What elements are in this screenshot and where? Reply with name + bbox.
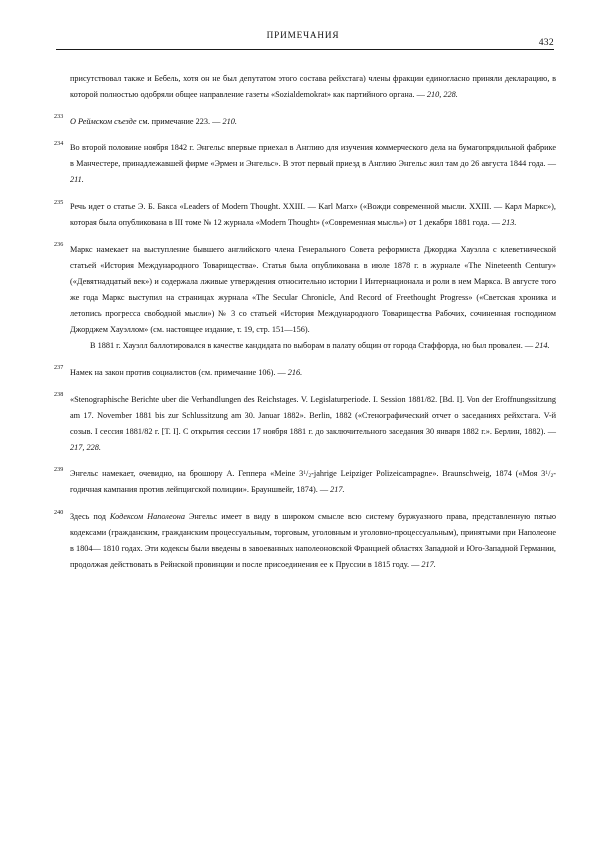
note-marker: 240 xyxy=(54,509,64,516)
header-rule xyxy=(56,49,554,50)
note-italic-term: Кодексом Наполеона xyxy=(109,512,185,522)
note-236 xyxy=(54,242,556,355)
note-paragraph-continued xyxy=(70,338,556,354)
note-240 xyxy=(54,509,556,573)
note-marker: 239 xyxy=(54,466,64,473)
note-text: Энгельс имеет в виду в широком смысле всю систему буржуазного права, представленную пятью кодексами (гражданским, гражданским процессуальным, торговым, уголовным и уголовно-процессуальным), принятыми при Наполеоне в 1804— 1810 годах. Эти кодексы были введены в завоеванных наполеоновской Францией областях Западной и Юго-Западной Германии, продолжая действовать в Рейнской провинции и после присоединения ее к Пруссии в 1815 году. — xyxy=(70,512,556,570)
note-marker: 237 xyxy=(54,365,64,372)
note-carryover xyxy=(54,71,556,103)
fraction-numerator: 1 xyxy=(303,470,306,477)
note-233 xyxy=(54,114,556,130)
fraction-numerator: 1 xyxy=(545,470,548,477)
note-paragraph xyxy=(70,71,556,103)
note-text: Энгельс намекает, очевидно, на брошюру А. Геппера «Meine 3 xyxy=(70,469,304,479)
fraction-one-half xyxy=(303,469,311,478)
note-paragraph xyxy=(70,509,556,573)
note-marker: 235 xyxy=(54,199,64,206)
note-text: -jahrige Leipziger Polizeicampagne». Braunschweig, 1874 («Моя 3 xyxy=(311,469,546,479)
note-paragraph xyxy=(70,114,556,130)
note-page-ref: 213. xyxy=(502,218,517,228)
note-paragraph xyxy=(70,140,556,188)
note-text: Намек на закон против социалистов (см. примечание 106). — xyxy=(70,367,288,377)
note-page-ref: 211. xyxy=(70,175,84,185)
note-paragraph xyxy=(70,392,556,456)
note-marker: 234 xyxy=(54,140,64,147)
note-marker: 236 xyxy=(54,242,64,249)
fraction-slash: / xyxy=(306,469,309,479)
note-marker: 233 xyxy=(54,114,64,121)
note-page-ref: 210. xyxy=(222,116,237,126)
page-title: ПРИМЕЧАНИЯ xyxy=(266,30,340,40)
note-text: -годичная кампания против лейпцигской полиции». Брауншвейг, 1874). — xyxy=(70,469,556,495)
note-paragraph xyxy=(70,365,556,381)
note-text: Речь идет о статье Э. Б. Бакса «Leaders of Modern Thought. XXIII. — Karl Marx» («Вожди современной мысли. XXIII. — Карл Маркс»), которая была опубликована в III томе № 12 журнала «Modern Thought» («Современная мысль») от 1 декабря 1881 года. — xyxy=(70,202,556,228)
note-page-ref: 216. xyxy=(287,367,303,377)
note-text: присутствовал также и Бебель, хотя он не был депутатом этого состава рейхстага) члены фракции единогласно приняли декларацию, в которой полностью одобряли общее направление газеты «Sozialdemokrat» как партийного органа. — xyxy=(70,74,556,100)
note-239 xyxy=(54,466,556,498)
note-page-ref: 217. xyxy=(421,560,436,570)
note-page-ref: 210, 228. xyxy=(426,90,458,100)
page-number: 432 xyxy=(538,37,554,48)
note-page-ref: 217. xyxy=(330,485,345,495)
note-italic-lead: О Реймском съезде xyxy=(70,116,137,126)
running-header xyxy=(56,30,554,48)
note-234 xyxy=(54,140,556,188)
note-text: см. примечание 223. — xyxy=(136,116,223,126)
note-page-ref: 217, 228. xyxy=(70,442,101,452)
note-237 xyxy=(54,365,556,381)
note-text: Во второй половине ноября 1842 г. Энгельс впервые приехал в Англию для изучения коммерческого дела на бумагопрядильной фабрике в Манчестере, принадлежавшей фирме «Эрмен и Энгельс». В этот первый приезд в Англию Энгельс жил там до 26 августа 1844 года. — xyxy=(70,143,556,169)
note-text: Маркс намекает на выступление бывшего английского члена Генерального Совета реформиста Джорджа Хауэлла с клеветнической статьей «История Международного Товарищества». Статья была опубликована в июле 1878 г. в журнале «The Nineteenth Century» («Девятнадцатый век») и содержала лживые утверждения относительно истории I Интернационала и роли в нем Маркса. В августе того же года Маркс выступил на страницах журнала «The Secular Chronicle, And Record of Freethought Progress» («Светская хроника и летопись прогресса свободной мысли») № 3 со статьей «История Международного Товарищества Рабочих, сочиненная господином Джорджем Хауэллом» (см. настоящее издание, т. 19, стр. 151—156). xyxy=(70,244,556,335)
fraction-denominator: 2 xyxy=(308,473,312,480)
note-text: «Stenographische Berichte uber die Verhandlungen des Reichstages. V. Legislaturperiode. I. Session 1881/82. [Bd. I]. Von der Eroffnungssitzung am 17. November 1881 bis zur Schlussitzung am 30. Januar 1882». Berlin, 1882 («Стенографический отчет о заседаниях рейхстага. V-й созыв. I сессия 1881/82 г. [Т. I]. С открытия сессии 17 ноября 1881 г. до заключительного заседания 30 января 1882 г.». Берлин, 1882). — xyxy=(70,394,556,436)
fraction-slash: / xyxy=(548,469,551,479)
note-paragraph xyxy=(70,199,556,231)
note-235 xyxy=(54,199,556,231)
fraction-denominator: 2 xyxy=(550,473,554,480)
note-marker: 238 xyxy=(54,392,64,398)
note-text: Здесь под xyxy=(70,512,110,522)
note-paragraph xyxy=(70,466,556,498)
notes-list xyxy=(52,71,558,573)
note-page-ref: 214. xyxy=(535,341,550,351)
note-238 xyxy=(54,392,556,456)
note-paragraph xyxy=(70,242,556,339)
note-text: В 1881 г. Хауэлл баллотировался в качестве кандидата по выборам в палату общин от города Стаффорда, но был провален. — xyxy=(90,341,536,351)
